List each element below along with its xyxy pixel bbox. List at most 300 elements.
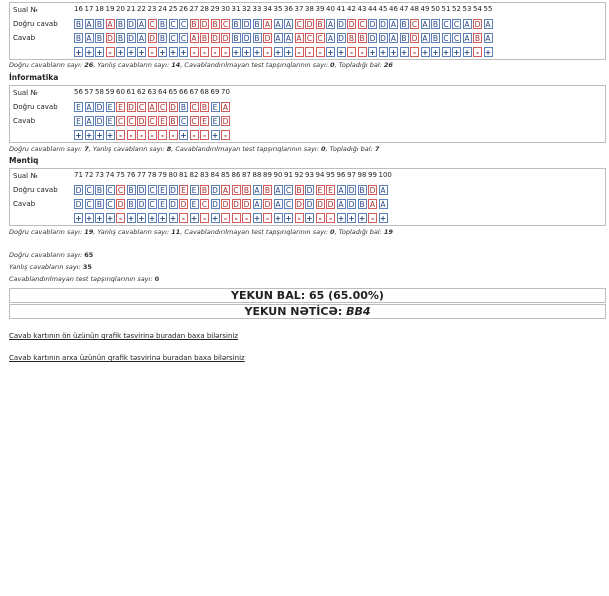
result-mark: - <box>316 47 325 57</box>
result-mark: + <box>369 48 376 57</box>
given-answer-cell: C <box>180 117 187 126</box>
given-answer-cell: D <box>222 117 229 126</box>
given-answer-cell: C <box>285 200 292 209</box>
result-mark: - <box>263 47 272 57</box>
question-number: 30 <box>221 5 230 13</box>
correct-answer-cell: B <box>243 186 250 195</box>
question-number: 42 <box>347 5 356 13</box>
correct-answer-cell: D <box>474 20 481 29</box>
correct-answer-cell: B <box>96 186 103 195</box>
answer-table-1 <box>9 2 606 60</box>
result-mark: - <box>295 47 304 57</box>
question-number: 58 <box>95 88 104 96</box>
given-answer-cell: B <box>201 34 208 43</box>
given-answer-cell: D <box>117 200 124 209</box>
given-answer-cell: A <box>86 34 92 43</box>
correct-answer-cell: D <box>128 103 134 112</box>
question-number: 95 <box>326 171 335 179</box>
question-number: 45 <box>378 5 388 13</box>
given-answer-cell: E <box>158 199 167 209</box>
given-answer-cell: B <box>348 34 355 43</box>
result-mark: + <box>285 48 292 57</box>
correct-answer-cell: E <box>116 102 125 112</box>
question-number: 84 <box>210 171 220 179</box>
question-number: 76 <box>126 171 136 179</box>
correct-answer-cell: B <box>233 20 239 29</box>
given-answer-cell: A <box>191 34 197 43</box>
correct-answer-row <box>10 100 605 114</box>
given-answer-cell: D <box>411 34 418 43</box>
given-answer-cell: A <box>369 200 376 209</box>
correct-answer-cell: A <box>422 20 428 29</box>
given-answer-cell: D <box>222 34 229 43</box>
row-label: Sual № <box>13 6 38 14</box>
result-mark: + <box>180 131 187 140</box>
question-number: 77 <box>137 171 146 179</box>
section-title: İnformatika <box>9 73 59 82</box>
question-number: 92 <box>294 171 304 179</box>
correct-answer-cell: E <box>74 102 83 112</box>
result-value: BB4 <box>346 305 371 318</box>
given-answer-cell: D <box>243 200 250 209</box>
given-answer-cell: B <box>170 117 176 126</box>
given-answer-cell: D <box>369 34 376 43</box>
result-mark: + <box>159 48 166 57</box>
given-answer-cell: A <box>275 200 281 209</box>
given-answer-cell: A <box>285 34 292 43</box>
question-number: 94 <box>315 171 325 179</box>
result-mark: - <box>211 47 220 57</box>
given-answer-cell: D <box>149 34 155 43</box>
correct-answer-cell: C <box>149 186 155 195</box>
correct-answer-cell: A <box>285 20 292 29</box>
result-mark: + <box>453 48 460 57</box>
result-mark: - <box>190 130 199 140</box>
correct-answer-cell: C <box>138 103 145 112</box>
question-number: 61 <box>126 88 136 96</box>
correct-answer-cell: E <box>316 185 325 195</box>
correct-answer-cell: D <box>348 186 355 195</box>
given-answer-cell: D <box>243 34 250 43</box>
correct-answer-cell: D <box>380 20 386 29</box>
given-answer-cell: D <box>212 34 218 43</box>
given-answer-cell: C <box>453 34 460 43</box>
result-mark: + <box>127 48 135 57</box>
question-number: 63 <box>147 88 157 96</box>
correct-answer-cell: D <box>243 20 250 29</box>
correct-answer-cell: B <box>117 20 124 29</box>
question-number: 26 <box>179 5 188 13</box>
question-number: 73 <box>95 171 104 179</box>
correct-answer-cell: A <box>264 20 271 29</box>
correct-answer-cell: C <box>222 20 229 29</box>
question-number: 68 <box>200 88 209 96</box>
correct-answer-cell: B <box>264 186 271 195</box>
final-result: YEKUN NƏTİCƏ: BB4 <box>9 304 606 319</box>
question-number: 80 <box>168 171 178 179</box>
given-answer-cell: B <box>359 34 365 43</box>
result-mark: - <box>179 213 188 223</box>
result-mark: + <box>484 48 492 57</box>
question-number: 20 <box>116 5 125 13</box>
result-mark: + <box>432 48 439 57</box>
correct-answer-cell: C <box>296 20 302 29</box>
correct-answer-cell: D <box>201 20 208 29</box>
given-answer-cell: C <box>443 34 449 43</box>
given-answer-cell: D <box>128 34 134 43</box>
question-number: 53 <box>462 5 472 13</box>
given-answer-cell: D <box>317 200 323 209</box>
correct-answer-cell: C <box>149 20 155 29</box>
correct-answer-cell: E <box>326 185 335 195</box>
result-mark: + <box>75 131 82 140</box>
result-mark: + <box>127 214 135 223</box>
result-mark: + <box>180 48 187 57</box>
correct-answer-cell: D <box>138 186 145 195</box>
correct-answer-cell: C <box>443 20 449 29</box>
result-mark: - <box>190 47 199 57</box>
result-mark: - <box>158 130 167 140</box>
given-answer-cell: C <box>317 34 323 43</box>
row-label: Cavab <box>13 117 36 125</box>
result-mark: - <box>106 47 115 57</box>
result-mark: - <box>148 130 157 140</box>
given-answer-cell: B <box>96 34 103 43</box>
correct-answer-cell: B <box>75 20 82 29</box>
given-answer-cell: D <box>222 200 229 209</box>
result-mark: + <box>96 214 103 223</box>
correct-answer-row <box>10 183 605 197</box>
result-mark: - <box>263 213 272 223</box>
result-mark: - <box>326 213 335 223</box>
given-answer-cell: C <box>180 34 187 43</box>
given-answer-cell: D <box>348 200 355 209</box>
row-label: Cavab <box>13 34 36 42</box>
given-answer-row <box>10 197 605 211</box>
given-answer-cell: B <box>474 34 481 43</box>
given-answer-cell: D <box>138 200 145 209</box>
result-mark: + <box>85 48 93 57</box>
correct-answer-cell: D <box>348 20 355 29</box>
given-answer-cell: B <box>432 34 439 43</box>
given-answer-cell: D <box>96 117 103 126</box>
question-number: 90 <box>273 171 283 179</box>
result-mark: - <box>232 213 241 223</box>
question-number: 46 <box>389 5 398 13</box>
question-number: 39 <box>315 5 325 13</box>
row-label: Sual № <box>13 172 38 180</box>
result-mark: + <box>400 48 408 57</box>
question-number: 71 <box>74 171 83 179</box>
result-mark: + <box>232 48 240 57</box>
correct-answer-cell: C <box>159 103 166 112</box>
given-answer-cell: E <box>190 199 199 209</box>
correct-answer-cell: A <box>254 186 260 195</box>
result-mark: - <box>358 47 367 57</box>
correct-answer-cell: D <box>75 186 82 195</box>
result-mark: + <box>379 48 387 57</box>
correct-answer-cell: B <box>296 186 302 195</box>
correct-answer-cell: C <box>117 186 124 195</box>
given-answer-cell: B <box>96 200 103 209</box>
question-number: 83 <box>200 171 209 179</box>
mark-row <box>10 128 605 142</box>
correct-answer-cell: E <box>158 185 167 195</box>
given-answer-cell: E <box>74 116 83 126</box>
correct-answer-cell: A <box>390 20 397 29</box>
result-mark: + <box>421 48 429 57</box>
question-number: 91 <box>284 171 293 179</box>
question-number: 87 <box>242 171 251 179</box>
correct-answer-cell: A <box>380 186 386 195</box>
given-answer-cell: C <box>170 34 176 43</box>
correct-answer-cell: D <box>306 20 313 29</box>
correct-answer-cell: A <box>107 20 113 29</box>
result-mark: + <box>348 214 355 223</box>
correct-answer-cell: C <box>170 20 176 29</box>
correct-answer-cell: C <box>233 186 239 195</box>
row-label: Cavab <box>13 200 36 208</box>
correct-answer-cell: D <box>96 103 103 112</box>
correct-answer-cell: B <box>159 20 166 29</box>
given-answer-cell: A <box>327 34 334 43</box>
given-answer-cell: D <box>107 34 113 43</box>
summary-unanswered: Cavablandırılmayan test tapşırıqlarının sayı: 0 <box>9 275 160 283</box>
question-number: 18 <box>95 5 104 13</box>
given-answer-cell: A <box>86 117 92 126</box>
given-answer-cell: A <box>138 34 145 43</box>
result-mark: + <box>211 131 219 140</box>
given-answer-cell: D <box>327 200 334 209</box>
result-mark: - <box>116 213 125 223</box>
given-answer-cell: B <box>128 200 134 209</box>
given-answer-cell: C <box>149 117 155 126</box>
result-mark: + <box>337 214 345 223</box>
correct-answer-row <box>10 17 605 31</box>
given-answer-cell: D <box>180 200 187 209</box>
question-number-row <box>10 86 605 100</box>
question-number: 38 <box>305 5 314 13</box>
result-mark: + <box>390 48 397 57</box>
question-number: 50 <box>431 5 440 13</box>
result-mark: - <box>148 47 157 57</box>
question-number: 29 <box>210 5 220 13</box>
question-number: 82 <box>189 171 199 179</box>
given-answer-cell: A <box>485 34 491 43</box>
given-answer-cell: C <box>191 117 197 126</box>
given-answer-cell: A <box>275 34 281 43</box>
result-mark: + <box>243 48 250 57</box>
question-number: 48 <box>410 5 419 13</box>
question-number: 17 <box>84 5 94 13</box>
given-answer-cell: C <box>117 117 124 126</box>
question-number-row <box>10 3 605 17</box>
result-mark: + <box>169 214 177 223</box>
given-answer-cell: A <box>464 34 470 43</box>
result-mark: - <box>410 47 419 57</box>
result-mark: + <box>75 214 82 223</box>
correct-answer-cell: A <box>327 20 334 29</box>
question-number: 93 <box>305 171 314 179</box>
question-number: 100 <box>378 171 392 179</box>
question-number: 27 <box>189 5 199 13</box>
result-mark: + <box>106 131 114 140</box>
result-mark: - <box>200 130 209 140</box>
result-mark: + <box>148 214 156 223</box>
question-number: 86 <box>231 171 241 179</box>
question-number: 74 <box>105 171 115 179</box>
given-answer-cell: C <box>128 117 134 126</box>
mark-row <box>10 45 605 59</box>
result-mark: + <box>253 214 261 223</box>
correct-answer-cell: A <box>464 20 470 29</box>
result-mark: + <box>211 214 219 223</box>
summary-wrong: Yanlış cavabların sayı: 35 <box>9 263 92 271</box>
question-number: 28 <box>200 5 209 13</box>
question-number: 98 <box>357 171 367 179</box>
section-title: Məntiq <box>9 156 39 165</box>
question-number: 52 <box>452 5 461 13</box>
question-number: 56 <box>74 88 83 96</box>
correct-answer-cell: C <box>191 103 197 112</box>
result-mark: + <box>306 214 313 223</box>
question-number: 44 <box>368 5 377 13</box>
given-answer-cell: D <box>138 117 145 126</box>
given-answer-cell: A <box>390 34 397 43</box>
question-number: 57 <box>84 88 94 96</box>
question-number: 36 <box>284 5 293 13</box>
correct-answer-cell: B <box>317 20 323 29</box>
question-number-row <box>10 169 605 183</box>
correct-answer-cell: A <box>86 103 92 112</box>
result-mark: + <box>337 48 345 57</box>
correct-answer-cell: B <box>201 186 208 195</box>
result-mark: - <box>127 130 136 140</box>
question-number: 47 <box>399 5 409 13</box>
answer-table-2 <box>9 85 606 143</box>
given-answer-cell: A <box>380 200 386 209</box>
question-number: 55 <box>483 5 493 13</box>
question-number: 75 <box>116 171 125 179</box>
result-mark: + <box>274 48 282 57</box>
result-mark: + <box>117 48 124 57</box>
question-number: 96 <box>336 171 346 179</box>
result-mark: - <box>473 47 482 57</box>
given-answer-cell: A <box>422 34 428 43</box>
result-mark: - <box>305 47 314 57</box>
correct-answer-cell: C <box>285 186 292 195</box>
correct-answer-cell: C <box>359 20 365 29</box>
result-mark: + <box>106 214 114 223</box>
question-number: 16 <box>74 5 83 13</box>
question-number: 25 <box>168 5 178 13</box>
correct-answer-cell: D <box>212 186 218 195</box>
correct-answer-cell: D <box>306 186 313 195</box>
result-mark: + <box>274 214 282 223</box>
given-answer-cell: B <box>75 34 82 43</box>
correct-answer-cell: B <box>254 20 260 29</box>
question-number: 19 <box>105 5 115 13</box>
correct-answer-cell: A <box>86 20 92 29</box>
correct-answer-cell: C <box>86 186 92 195</box>
given-answer-cell: D <box>296 200 302 209</box>
correct-answer-cell: D <box>369 20 376 29</box>
question-number: 32 <box>242 5 251 13</box>
section-stats: Doğru cavabların sayı: 7, Yanlış cavabların sayı: 8, Cavablandırılmayan test tapşırıqlarının sayı: 0, Topladığı bal: 7 <box>9 145 380 153</box>
result-mark: - <box>368 213 377 223</box>
given-answer-cell: B <box>117 34 124 43</box>
question-number: 51 <box>441 5 451 13</box>
question-number: 49 <box>420 5 430 13</box>
given-answer-cell: C <box>201 200 208 209</box>
result-mark: + <box>327 48 334 57</box>
correct-answer-cell: B <box>128 186 134 195</box>
result-mark: + <box>379 214 387 223</box>
question-number: 43 <box>357 5 367 13</box>
question-number: 59 <box>105 88 115 96</box>
result-mark: + <box>85 214 93 223</box>
given-answer-cell: D <box>264 200 271 209</box>
correct-answer-cell: C <box>107 186 113 195</box>
question-number: 54 <box>473 5 482 13</box>
correct-answer-cell: E <box>211 102 220 112</box>
question-number: 40 <box>326 5 335 13</box>
given-answer-cell: B <box>401 34 407 43</box>
correct-answer-cell: D <box>369 186 376 195</box>
correct-answer-cell: A <box>138 20 145 29</box>
question-number: 31 <box>231 5 241 13</box>
result-mark: + <box>285 214 292 223</box>
question-number: 88 <box>252 171 262 179</box>
correct-answer-cell: B <box>212 20 218 29</box>
given-answer-cell: D <box>380 34 386 43</box>
front-card-link[interactable]: Cavab kartının ön üzünün qrafik təsvirinə buradan baxa bilərsiniz <box>9 332 239 340</box>
result-mark: + <box>96 131 103 140</box>
result-mark: + <box>75 48 82 57</box>
correct-answer-cell: B <box>180 103 187 112</box>
result-mark: + <box>169 48 177 57</box>
back-card-link[interactable]: Cavab kartının arxa üzünün qrafik təsvirinə buradan baxa bilərsiniz <box>9 354 245 362</box>
question-number: 33 <box>252 5 262 13</box>
question-number: 60 <box>116 88 125 96</box>
result-mark: + <box>85 131 93 140</box>
answer-table-3 <box>9 168 606 226</box>
given-answer-cell: E <box>211 116 220 126</box>
given-answer-row <box>10 114 605 128</box>
question-number: 65 <box>168 88 178 96</box>
given-answer-cell: D <box>75 200 82 209</box>
result-mark: + <box>96 48 103 57</box>
correct-answer-cell: E <box>179 185 188 195</box>
question-number: 70 <box>221 88 230 96</box>
given-answer-cell: B <box>359 200 365 209</box>
row-label: Sual № <box>13 89 38 97</box>
result-mark: - <box>221 130 230 140</box>
question-number: 81 <box>179 171 188 179</box>
result-mark: + <box>358 214 366 223</box>
row-label: Doğru cavab <box>13 20 58 28</box>
correct-answer-cell: A <box>149 103 155 112</box>
row-label: Doğru cavab <box>13 103 58 111</box>
given-answer-cell: B <box>159 34 166 43</box>
result-mark: + <box>463 48 471 57</box>
result-mark: - <box>347 47 356 57</box>
question-number: 35 <box>273 5 283 13</box>
given-answer-cell: A <box>254 200 260 209</box>
question-number: 23 <box>147 5 157 13</box>
question-number: 21 <box>126 5 136 13</box>
correct-answer-cell: B <box>401 20 407 29</box>
